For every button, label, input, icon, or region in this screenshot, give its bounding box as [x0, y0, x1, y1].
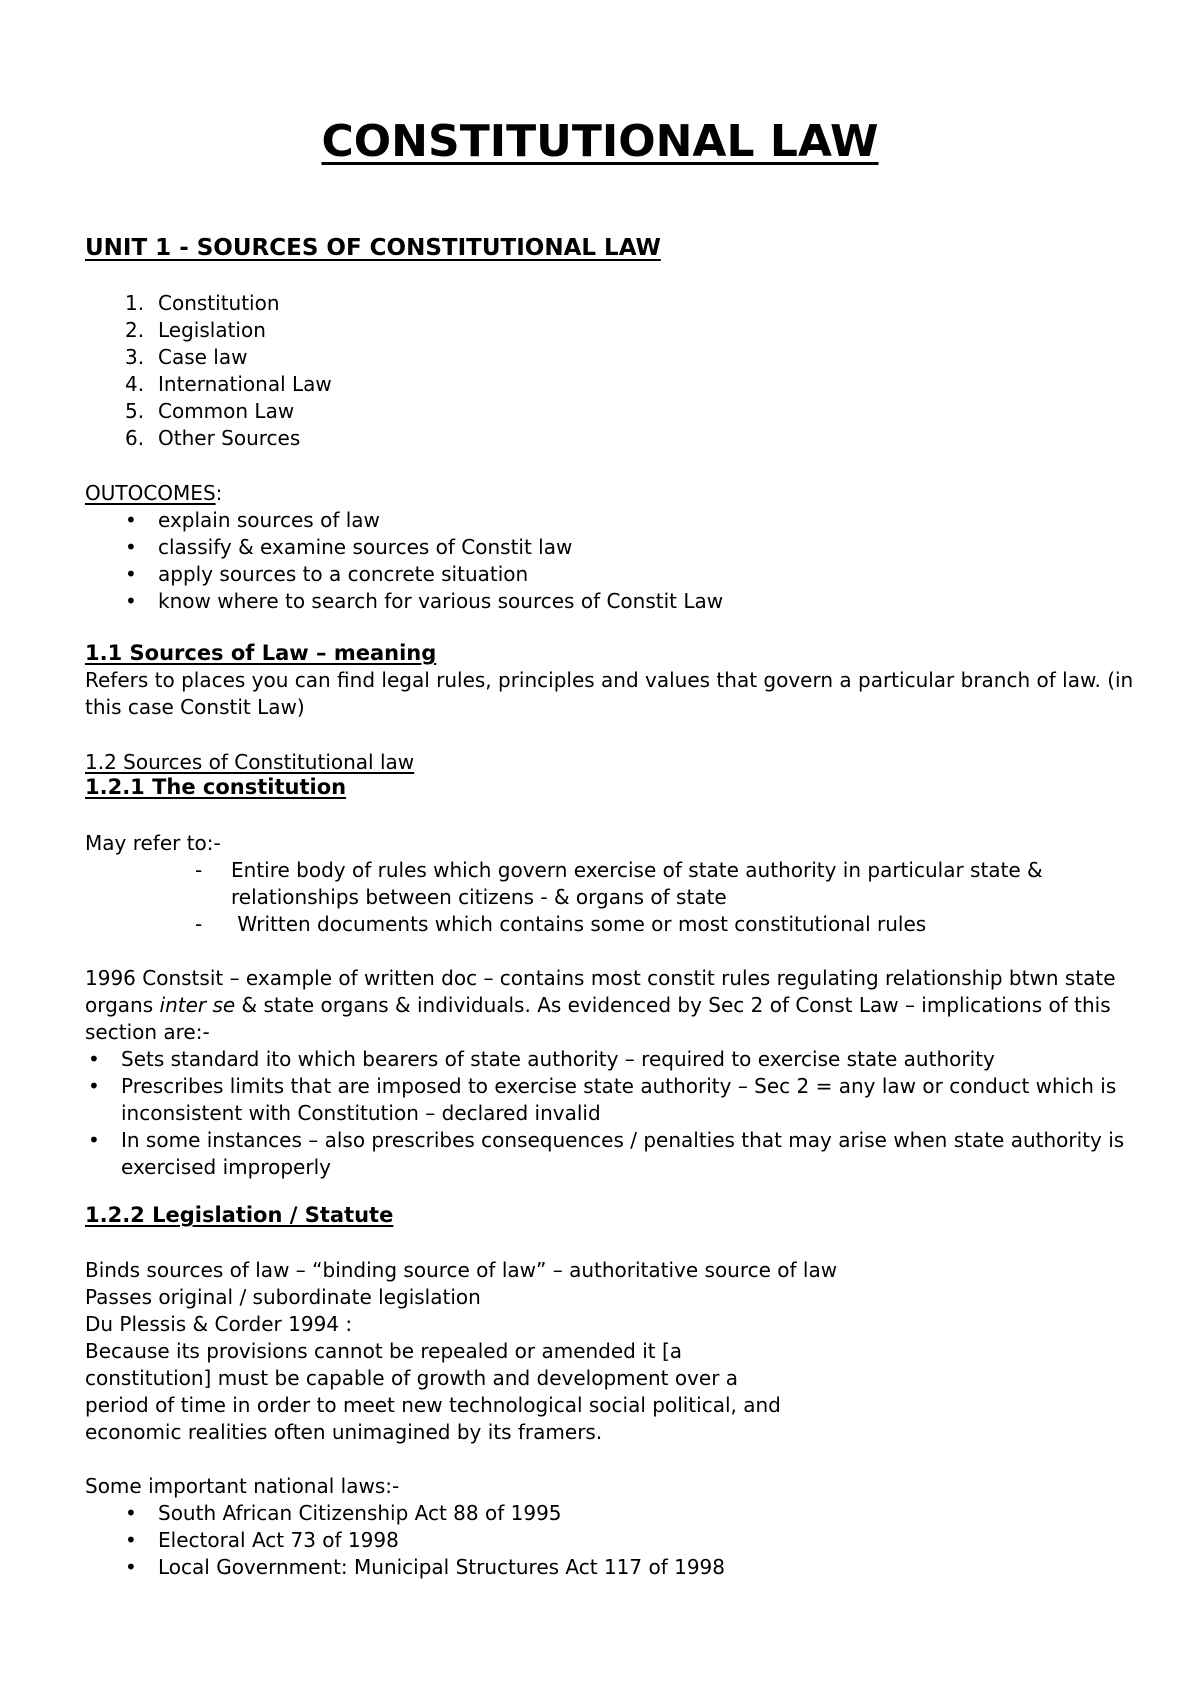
constitution-paragraph: 1996 Constsit – example of written doc – contains most constit rules regulating relationship btwn state organs inter se & state organs & individuals. As evidenced by Sec 2 of Const Law – implications of this section are:-: [85, 966, 1116, 1044]
list-item: • Prescribes limits that are imposed to exercise state authority – Sec 2 = any law or conduct which is inconsistent with Constitution – declared invalid: [88, 1074, 1117, 1125]
outcomes-section: [85, 480, 724, 615]
legislation-lines: [85, 1257, 837, 1446]
paragraph-line: Passes original / subordinate legislation: [85, 1285, 481, 1309]
section-heading: 1.1 Sources of Law – meaning: [85, 641, 437, 665]
section-1-2: [85, 749, 414, 799]
list-item: - Entire body of rules which govern exercise of state authority in particular state & relationships between citizens - & organs of state: [195, 858, 1043, 909]
paragraph-line: Binds sources of law – “binding source of law” – authoritative source of law: [85, 1258, 838, 1282]
implications-list: [85, 1046, 1200, 1181]
list-item: • explain sources of law: [125, 508, 380, 532]
unit-heading: UNIT 1 - SOURCES OF CONSTITUTIONAL LAW: [85, 235, 661, 261]
list-item: • classify & examine sources of Constit law: [125, 535, 573, 559]
paragraph-line: Refers to places you can find legal rules, principles and values that govern a particular branch of law. (in: [85, 668, 1134, 692]
list-item: • know where to search for various sources of Constit Law: [125, 589, 724, 613]
document-title: CONSTITUTIONAL LAW: [321, 116, 879, 167]
document-page: CONSTITUTIONAL LAW UNIT 1 - SOURCES OF CONSTITUTIONAL LAW 1. Constitution 2. Legislation 3. Case law 4. International Law 5. Common Law 6. Other Sources OUTOCOMES: • explain sources of law • classify & examine sources of Constit law • apply sources to a concrete situation • know where to search for various sources of Constit Law 1.1 Sources of Law – meaning Refers to places you can find legal rules, principles and values that govern a particular branch of law. (in this case Constit Law) 1.2 Sources of Constitutional law 1.2.1 The constitution May refer to:- - Entire body of rules which govern exercise of state authority in particular state & relationships between citizens - & organs of state - Written documents which contains some or most constitutional rules 1996 Constsit – example of written doc – contains most constit rules regulating relationship btwn state organs inter se & state organs & individuals. As evidenced by Sec 2 of Const Law – implications of this section are:- • Sets standard ito which bearers of state authority – required to exercise state authority • Prescribes limits that are imposed to exercise state authority – Sec 2 = any law or conduct which is inconsistent with Constitution – declared invalid • In some instances – also prescribes consequences / penalties that may arise when state authority is exercised improperly 1.2.2 Legislation / Statute Binds sources of law – “binding source of law” – authoritative source of law Passes original / subordinate legislation Du Plessis & Corder 1994 : Because its provisions cannot be repealed or amended it [a constitution] must be capable of growth and development over a period of time in order to meet new technological social political, and economic realities often unimagined by its framers. Some important national laws:- • South African Citizenship Act 88 of 1995 • Electoral Act 73 of 1998 • Local Government: Municipal Structures Act 117 of 1998: [0, 0, 1200, 1696]
national-laws-intro: Some important national laws:-: [85, 1474, 400, 1498]
quote-line: constitution] must be capable of growth and development over a: [85, 1366, 739, 1390]
may-refer-text: May refer to:-: [85, 831, 221, 855]
section-1-1: [85, 641, 1133, 721]
section-heading: 1.2 Sources of Constitutional law: [85, 750, 415, 774]
section-heading: 1.2.2 Legislation / Statute: [85, 1203, 394, 1227]
list-item: • apply sources to a concrete situation: [125, 562, 529, 586]
quote-line: economic realities often unimagined by its framers.: [85, 1420, 603, 1444]
paragraph-line: Du Plessis & Corder 1994 :: [85, 1312, 353, 1336]
dash-list: [85, 857, 1135, 938]
quote-line: Because its provisions cannot be repealed or amended it [a: [85, 1339, 683, 1363]
list-item: - Written documents which contains some or most constitutional rules: [195, 912, 927, 936]
subsection-heading: 1.2.1 The constitution: [85, 775, 347, 799]
list-item: • In some instances – also prescribes consequences / penalties that may arise when state authority is exercised improperly: [88, 1128, 1125, 1179]
paragraph-line: this case Constit Law): [85, 695, 305, 719]
list-item: • Sets standard ito which bearers of state authority – required to exercise state authority: [88, 1047, 995, 1071]
quote-line: period of time in order to meet new technological social political, and: [85, 1393, 781, 1417]
outcomes-label: OUTOCOMES:: [85, 481, 223, 505]
